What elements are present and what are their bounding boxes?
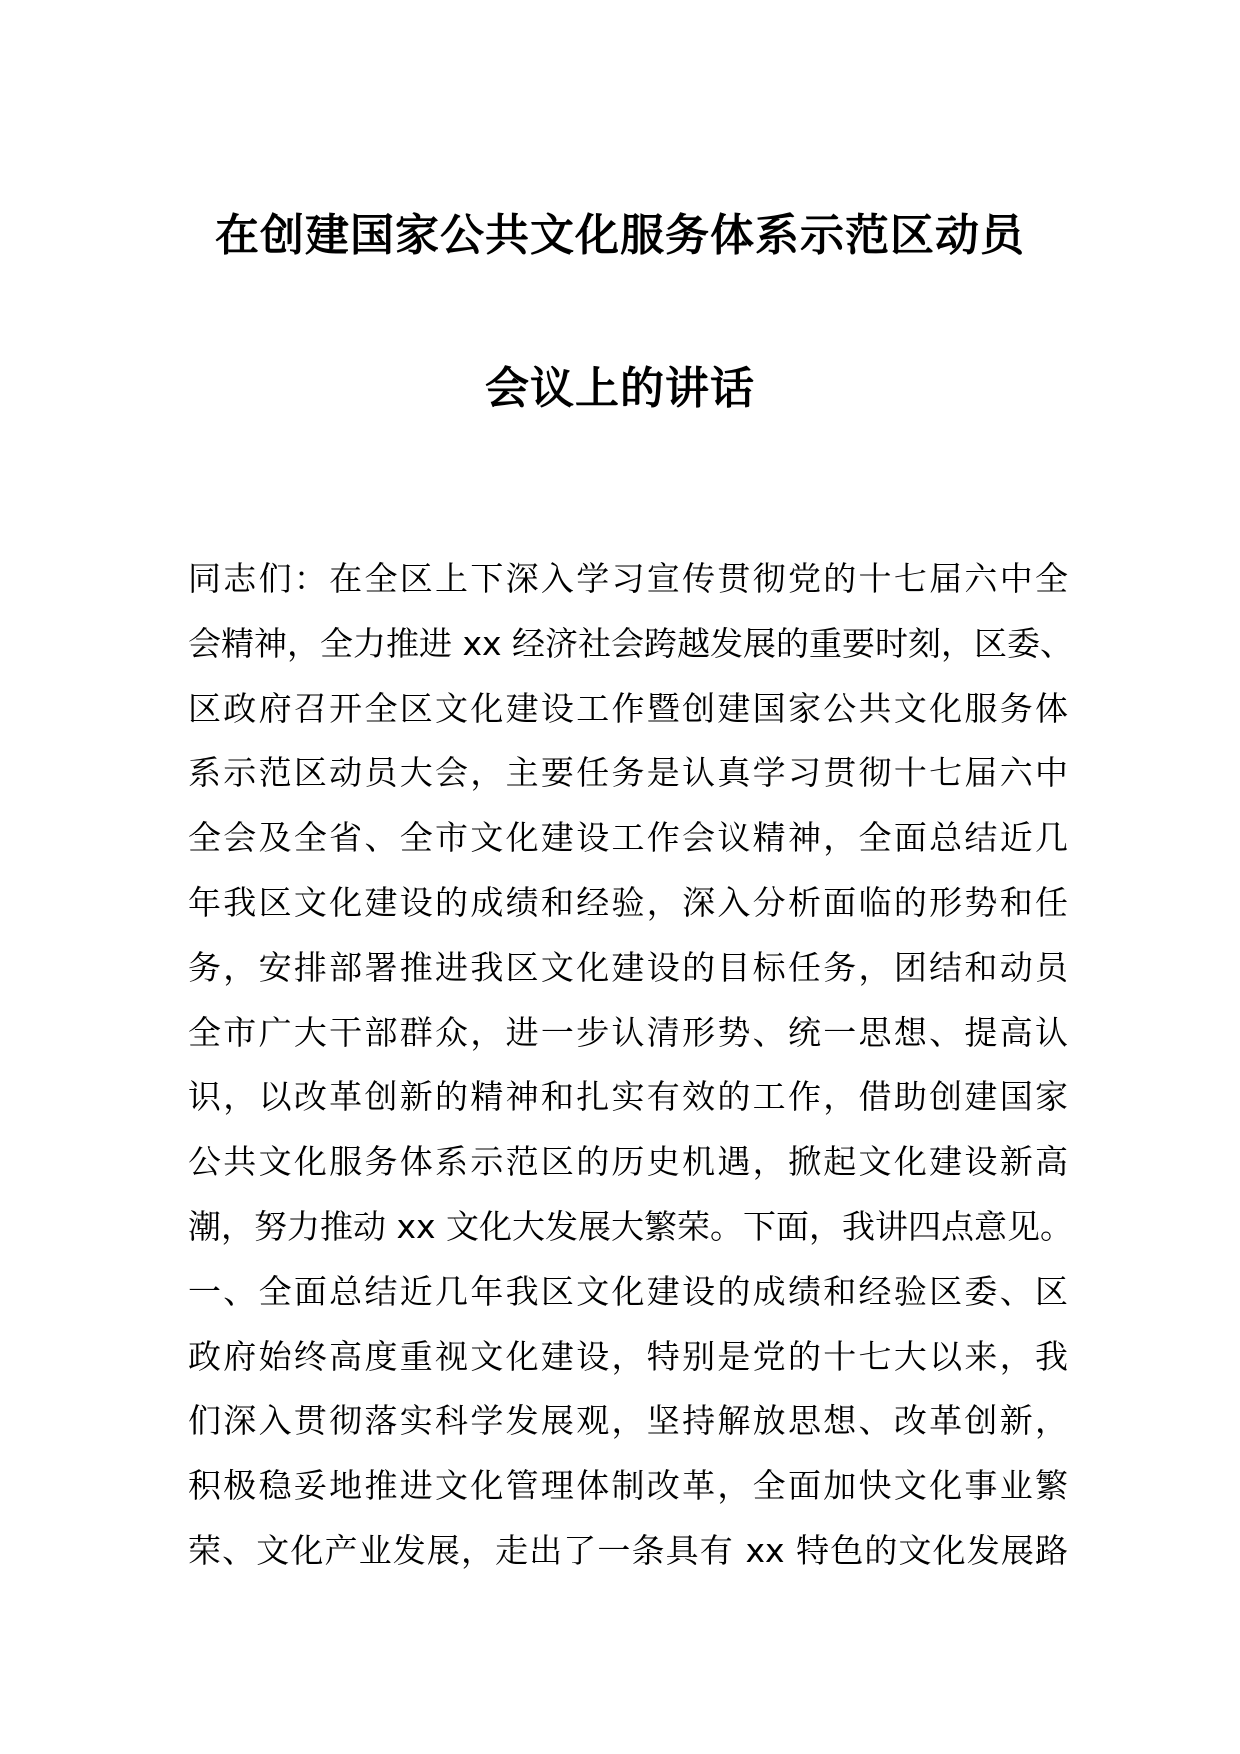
body-line: 区政府召开全区文化建设工作暨创建国家公共文化服务体 — [188, 688, 1068, 728]
body-line: 识，以改革创新的精神和扎实有效的工作，借助创建国家 — [188, 1077, 1068, 1117]
body-line: 系示范区动员大会，主要任务是认真学习贯彻十七届六中 — [188, 753, 1068, 793]
body-line: 潮，努力推动 xx 文化大发展大繁荣。下面，我讲四点意见。 — [188, 1206, 1074, 1246]
document-title-line-2: 会议上的讲话 — [485, 363, 755, 414]
document-title-line-1: 在创建国家公共文化服务体系示范区动员 — [215, 210, 1025, 261]
body-line: 荣、文化产业发展，走出了一条具有 xx 特色的文化发展路 — [188, 1530, 1068, 1570]
body-line: 务，安排部署推进我区文化建设的目标任务，团结和动员 — [188, 947, 1068, 987]
body-line: 年我区文化建设的成绩和经验，深入分析面临的形势和任 — [188, 882, 1068, 922]
body-line: 政府始终高度重视文化建设，特别是党的十七大以来，我 — [188, 1336, 1068, 1376]
body-line: 全市广大干部群众，进一步认清形势、统一思想、提高认 — [188, 1012, 1068, 1052]
body-line: 一、全面总结近几年我区文化建设的成绩和经验区委、区 — [188, 1271, 1068, 1311]
body-line: 全会及全省、全市文化建设工作会议精神，全面总结近几 — [188, 818, 1068, 858]
body-line: 会精神，全力推进 xx 经济社会跨越发展的重要时刻，区委、 — [188, 623, 1074, 663]
body-line: 积极稳妥地推进文化管理体制改革，全面加快文化事业繁 — [188, 1466, 1068, 1506]
body-line: 同志们：在全区上下深入学习宣传贯彻党的十七届六中全 — [188, 559, 1068, 598]
body-line: 们深入贯彻落实科学发展观，坚持解放思想、改革创新， — [188, 1401, 1068, 1441]
document-body — [188, 547, 1074, 1584]
body-line: 公共文化服务体系示范区的历史机遇，掀起文化建设新高 — [188, 1142, 1068, 1182]
